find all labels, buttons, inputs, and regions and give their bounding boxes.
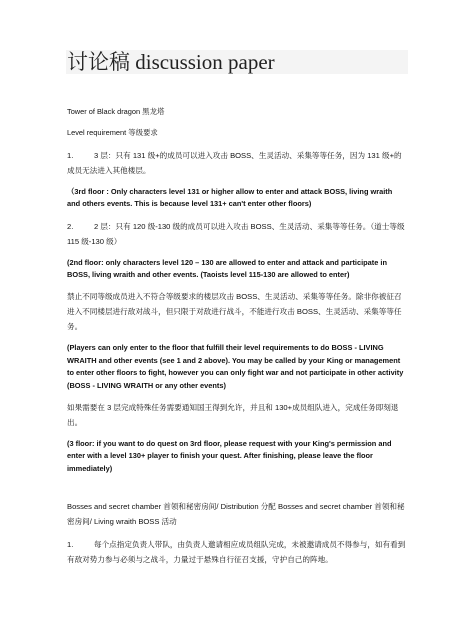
document-body (67, 106, 407, 567)
item-2 (67, 219, 407, 249)
quest-english: (3 floor: if you want to do quest on 3rd floor, please request with your King's permission and enter with a level 130+ player to finish your quest. After finishing, please leave the floor immediately) (67, 439, 392, 473)
item-1 (67, 148, 407, 178)
rule-chinese: 禁止不同等级成员进入不符合等级要求的楼层攻击 BOSS、生灵活动、采集等等任务。除非你被征召进入不同楼层进行敌对战斗，但只限于对敌进行战斗，不能进行攻击 BOSS、生灵活动、采集等等任务。 (67, 292, 402, 332)
rule-english: (Players can only enter to the floor that fulfill their level requirements to do BOSS - LIVING WRAITH and other events (see 1 and 2 above). You may be called by your King or management to enter other floors to fight, however you can only fight war and not participate in other activity (BOSS - LIVING WRAITH or any other events) (67, 343, 404, 390)
quest-chinese: 如果需要在 3 层完成特殊任务需要通知国王得到允许，并且和 130+成员组队进入，完成任务即刻退出。 (67, 403, 399, 428)
item-3-text: 每个点指定负责人带队，由负责人邀请相应成员组队完成，未被邀请成员不得参与，如有看到有敌对势力参与必须与之战斗，力量过于悬殊自行征召支援，守护自己的阵地。 (67, 540, 406, 565)
level-requirement-heading: Level requirement 等级要求 (67, 128, 158, 138)
section-2-heading: Bosses and secret chamber 首领和秘密房间/ Distribution 分配 Bosses and secret chamber 首领和秘密房间/ Living wraith BOSS 活动 (67, 502, 405, 527)
item-1-number: 1. (67, 150, 74, 160)
item-3-number: 1. (67, 540, 74, 550)
item-3 (67, 537, 407, 567)
item-2-text: 2 层：只有 120 级-130 级的成员可以进入攻击 BOSS、生灵活动、采集等等任务。（道士等级 115 级-130 级） (67, 221, 405, 246)
item-1-english: （3rd floor : Only characters level 131 or higher allow to enter and attack BOSS, living wraith and others events. This is because level 131+ can't enter other floors) (67, 186, 393, 209)
item-2-number: 2. (67, 221, 74, 231)
doc-heading: Tower of Black dragon 黑龙塔 (67, 107, 165, 116)
item-2-english: (2nd floor: only characters level 120 – 130 are allowed to enter and attack and participate in BOSS, living wraith and other events. (Taoists level 115-130 are allowed to enter) (67, 257, 387, 280)
item-1-text: 3 层：只有 131 级+的成员可以进入攻击 BOSS、生灵活动、采集等等任务，因为 131 级+的成员无法进入其他楼层。 (67, 150, 402, 175)
page-title: 讨论稿 discussion paper (67, 50, 275, 74)
